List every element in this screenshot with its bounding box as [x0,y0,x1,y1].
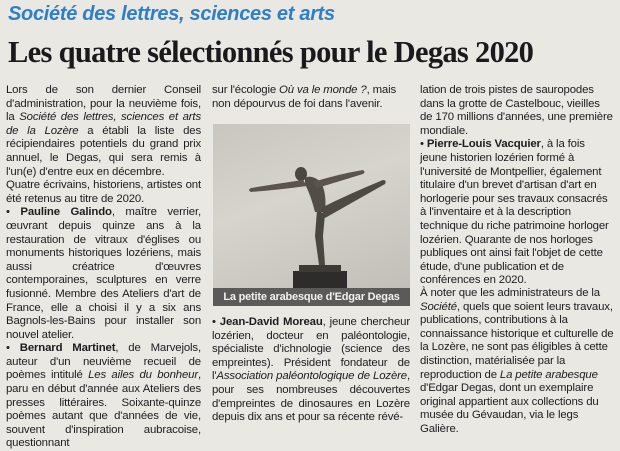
nominee-name: Pauline Galindo [20,206,112,219]
degas-arabesque-sculpture-icon [213,124,410,288]
association-name: Association paléontologique de Lozère [216,370,407,383]
society-name: Société des lettres, sciences et arts de la Lozère [6,111,201,137]
article-kicker: Société des lettres, sciences et arts [8,3,335,25]
sculpture-plinth [293,271,347,288]
nominee-vacquier: • Pierre-Louis Vacquier, à la fois jeune historien lozérien formé à l'université de Montpellier, également titulaire d'un brevet d'artisan d'art en horlogerie pour ses travaux consacrés à l'inventaire et à la description technique du riche patrimoine horloger lozérien. Quarante de nos horloges publiques ont ainsi fait l'objet de cette étude, d'une publication et de conférences en 2020. [420,138,609,287]
sculpture-arm-front [249,180,307,192]
sculpture-head [295,167,307,181]
nominee-name: Jean-David Moreau [219,316,323,328]
photo-caption: La petite arabesque d'Edgar Degas [213,288,410,306]
eligibility-note: À noter que les administrateurs de la Société, quels que soient leurs travaux, publications, contributions à la connaissance historique et culturelle de la Lozère, ne sont pas éligibles à cette distinction, matérialisée par la reproduction de La petite arabesque d'Edgar Degas, dont un exemplaire original appartient aux collections du musée du Gévaudan, via le legs Galière. [420,287,614,435]
sculpture-photo [213,124,410,306]
sculpture-standing-leg [315,210,325,265]
column2-continuation: sur l'écologie Où va le monde ?, mais non dépourvus de foi dans l'avenir. [212,84,397,110]
article-column-3 [420,84,614,435]
column3-continuation: lation de trois pistes de sauropodes dans la grotte de Castelbouc, vieilles de 170 millions d'années, une première mondiale. [420,84,613,137]
nominee-name: Pierre-Louis Vacquier [426,138,541,151]
sculpture-base [299,265,341,272]
nominee-name: Bernard Martinet [19,342,116,355]
selection-paragraph: Quatre écrivains, historiens, artistes ont été retenus au titre de 2020. [6,179,201,205]
nominee-martinet: • Bernard Martinet, de Marvejols, auteur d'un neuvième recueil de poèmes intitulé Les ailes du bonheur, paru en début d'année aux Ateliers des presses littéraires. Soixante-quinze poèmes autant que d'années de vie, souvent d'inspiration aubracoise, questionnant [6,342,201,450]
sculpture-raised-leg [321,180,386,218]
sculpture-arm-back [313,170,365,188]
intro-paragraph: Lors de son dernier Conseil d'administration, pour la neuvième fois, la Société des lettres, sciences et arts de la Lozère a établi la liste des récipiendaires potentiels du grand prix annuel, le Degas, qui sera remis à l'un(e) d'entre eux en décembre. [6,84,202,178]
nominee-moreau: • Jean-David Moreau, jeune chercheur lozérien, docteur en paléontologie, spécialiste d'ichnologie (science des empreintes). Président fondateur de l'Association paléontologique de Lozère, pour ses nombreuses découvertes d'empreintes de dinosaures en Lozère depuis dix ans et pour sa récente révé- [212,316,410,424]
book-title: Les ailes du bonheur [88,369,198,382]
article-headline: Les quatre sélectionnés pour le Degas 2020 [8,35,534,69]
article-column-1 [6,84,201,451]
nominee-galindo: • Pauline Galindo, maître verrier, œuvrant depuis quinze ans à la restauration de vitraux d'églises ou monuments historiques lozériens, mais aussi créatrice d'œuvres contemporaines, sculptures en verre fusionné. Membre des Ateliers d'art de France, elle a choisi il y a six ans Bagnols-les-Bains pour installer son nouvel atelier. [6,206,201,341]
artwork-title: La petite arabesque [499,368,598,381]
book-subtitle: Où va le monde ? [279,84,367,96]
